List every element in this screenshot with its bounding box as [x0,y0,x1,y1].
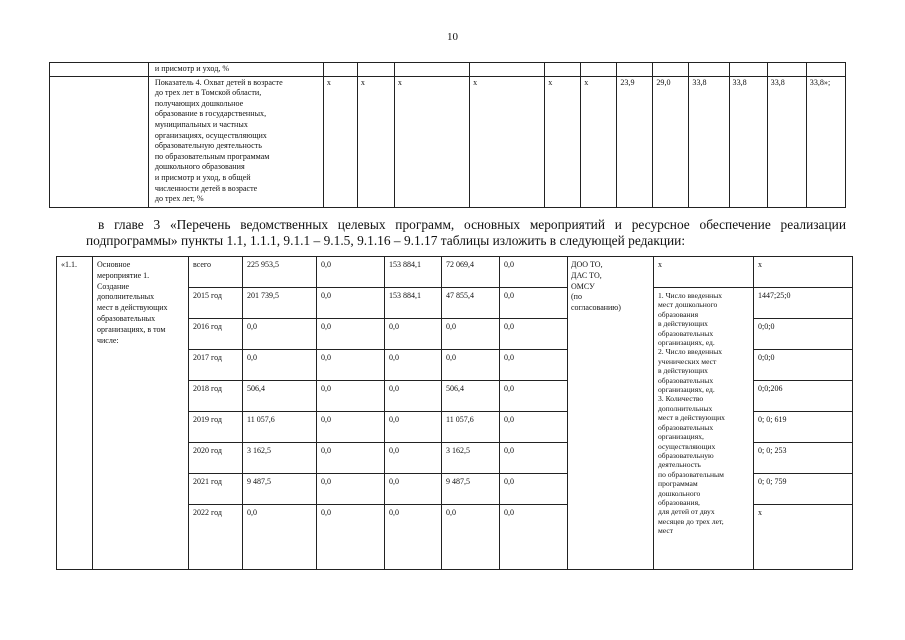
indicator-value: х [357,76,394,207]
indicator-value: 0; 0; 619 [754,412,853,443]
item-number: «1.1. [57,257,93,570]
values-header: х [754,257,853,288]
amount-cell: 0,0 [317,257,385,288]
total-amount: 3 162,5 [243,443,317,474]
amount-cell: 0,0 [385,474,442,505]
total-amount: 11 057,6 [243,412,317,443]
period-label: 2019 год [189,412,243,443]
total-amount: 201 739,5 [243,288,317,319]
total-amount: 9 487,5 [243,474,317,505]
period-label: всего [189,257,243,288]
amount-cell: 0,0 [500,474,568,505]
indicator-name: Показатель 4. Охват детей в возрасте до трех лет в Томской области, получающих дошкольное образование в государственных, муниципальных и частных организациях, осуществляющих образовательную деятельность по образовательным программам дошкольного образования и присмотр и уход, в общей численности детей в возрасте до трех лет, % [148,76,323,207]
indicator-value: х [323,76,357,207]
total-amount: 0,0 [243,319,317,350]
empty-cell [50,63,149,77]
amount-cell: 0,0 [500,319,568,350]
empty-cell [50,76,149,207]
amount-cell: 0,0 [500,443,568,474]
indicator-value: 23,9 [617,76,653,207]
activity-name: Основное мероприятие 1. Создание дополнительных мест в действующих образовательных организациях, в том числе: [93,257,189,570]
indicator-value: х [545,76,581,207]
amount-cell: 0,0 [317,474,385,505]
amount-cell: 0,0 [385,505,442,570]
amount-cell: 0,0 [385,319,442,350]
amount-cell: 0,0 [385,350,442,381]
period-label: 2016 год [189,319,243,350]
amount-cell: 0,0 [385,412,442,443]
indicator-value: 33,8 [729,76,767,207]
period-label: 2021 год [189,474,243,505]
amount-cell: 0,0 [317,350,385,381]
amount-cell: 0,0 [442,350,500,381]
indicator-value: 1447;25;0 [754,288,853,319]
indicator-top-text: и присмотр и уход, % [148,63,323,77]
indicator-value: 33,8»; [806,76,845,207]
total-amount: 0,0 [243,350,317,381]
amount-cell: 11 057,6 [442,412,500,443]
amount-cell: 153 884,1 [385,288,442,319]
total-amount: 506,4 [243,381,317,412]
indicator-value: 0;0;0 [754,319,853,350]
amount-cell: 0,0 [500,350,568,381]
indicator-value: х [754,505,853,570]
period-label: 2017 год [189,350,243,381]
amount-cell: 0,0 [317,505,385,570]
amount-cell: 72 069,4 [442,257,500,288]
amount-cell: 0,0 [317,412,385,443]
body-paragraph: в главе 3 «Перечень ведомственных целевых программ, основных мероприятий и ресурсное обеспечение реализации подпрограммы» пункты 1.1, 1.1.1, 9.1.1 – 9.1.5, 9.1.16 – 9.1.17 таблицы изложить в следующей редакции: [86,217,846,248]
amount-cell: 0,0 [500,505,568,570]
amount-cell: 153 884,1 [385,257,442,288]
amount-cell: 0,0 [500,257,568,288]
page-number: 10 [447,31,458,43]
total-amount: 0,0 [243,505,317,570]
indicators-header: х [654,257,754,288]
indicator-value: 0; 0; 253 [754,443,853,474]
period-label: 2020 год [189,443,243,474]
indicator-value: 0;0;0 [754,350,853,381]
indicator-value: 0;0;206 [754,381,853,412]
indicator-table [49,62,846,208]
indicator-value: 33,8 [689,76,729,207]
amount-cell: 0,0 [317,381,385,412]
amount-cell: 0,0 [317,443,385,474]
period-label: 2018 год [189,381,243,412]
indicator-value: 29,0 [653,76,689,207]
amount-cell: 0,0 [442,319,500,350]
amount-cell: 0,0 [317,288,385,319]
period-label: 2022 год [189,505,243,570]
amount-cell: 0,0 [500,412,568,443]
indicator-value: 33,8 [767,76,806,207]
indicators-text: 1. Число введенных мест дошкольного образования в действующих образовательных организациях, ед. 2. Число введенных ученических мест в действующих образовательных организациях, ед. 3. Количество дополнительных мест в действующих образовательных организациях, осуществляющих образовательную деятельность по образовательным программам дошкольного образования, для детей от двух месяцев до трех лет, мест [654,288,754,570]
amount-cell: 47 855,4 [442,288,500,319]
amount-cell: 0,0 [385,443,442,474]
amount-cell: 0,0 [385,381,442,412]
amount-cell: 0,0 [500,288,568,319]
amount-cell: 506,4 [442,381,500,412]
amount-cell: 0,0 [500,381,568,412]
amount-cell: 0,0 [442,505,500,570]
indicator-value: х [581,76,617,207]
indicator-value: 0; 0; 759 [754,474,853,505]
indicator-value: х [470,76,545,207]
indicator-value: х [394,76,469,207]
amount-cell: 0,0 [317,319,385,350]
executor-cell: ДОО ТО, ДАС ТО, ОМСУ (по согласованию) [568,257,654,570]
amount-cell: 3 162,5 [442,443,500,474]
total-amount: 225 953,5 [243,257,317,288]
period-label: 2015 год [189,288,243,319]
program-table [56,256,853,570]
amount-cell: 9 487,5 [442,474,500,505]
